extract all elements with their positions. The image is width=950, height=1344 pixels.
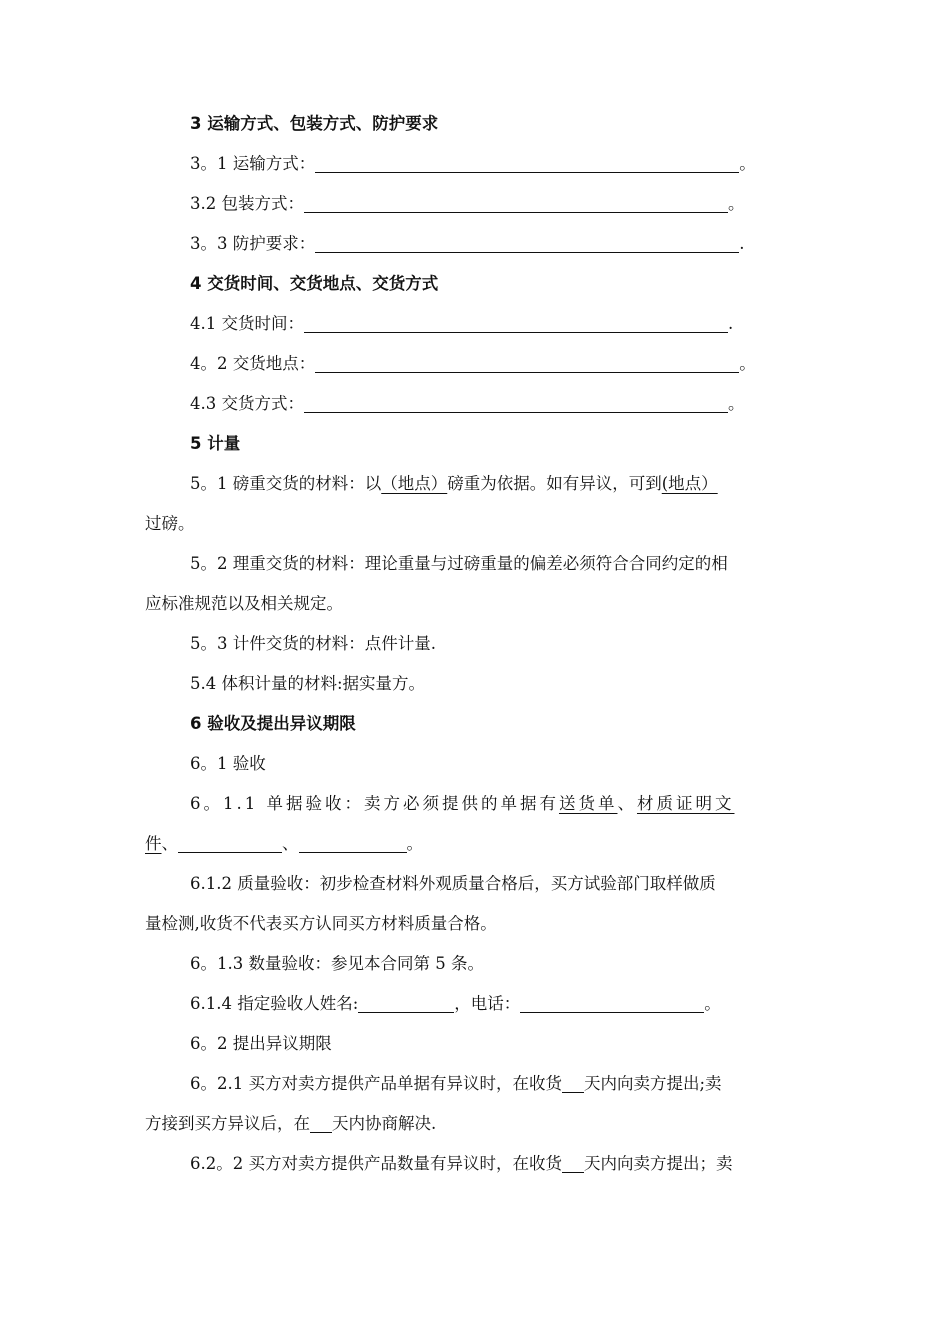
punctuation: . — [739, 234, 745, 253]
quality-acceptance-line: 6.1.2 质量验收：初步检查材料外观质量合格后，买方试验部门取样做质 — [190, 874, 716, 893]
inspector-name-field[interactable] — [358, 990, 454, 1013]
delivery-method-label: 4.3 交货方式： — [190, 394, 304, 413]
required-document: 材质证明文 — [636, 794, 735, 813]
required-document: 件 — [145, 834, 162, 853]
delivery-place-field[interactable] — [315, 350, 739, 373]
delivery-time-line — [190, 304, 733, 344]
transport-method-field[interactable] — [315, 150, 739, 173]
section-6-heading: 6 验收及提出异议期限 — [190, 714, 356, 733]
protection-line — [190, 224, 745, 264]
weigh-delivery-text: 磅重为依据。如有异议，可到 — [447, 474, 662, 493]
quantity-acceptance-line: 6。1.3 数量验收：参见本合同第 5 条。 — [190, 954, 484, 973]
quantity-objection-text: 天内向卖方提出；卖 — [583, 1154, 733, 1173]
punctuation: 。 — [739, 354, 756, 373]
subsection-6-1-heading: 6。1 验收 — [190, 754, 266, 773]
document-objection-text: 天内协商解决. — [332, 1114, 437, 1133]
days-field[interactable] — [310, 1110, 332, 1133]
punctuation: 。 — [739, 154, 756, 173]
punctuation: 。 — [704, 994, 721, 1013]
inspector-phone-field[interactable] — [520, 990, 704, 1013]
document-objection-text: 6。2.1 买方对卖方提供产品单据有异议时，在收货 — [190, 1074, 562, 1093]
delivery-time-field[interactable] — [304, 310, 728, 333]
punctuation: 、 — [282, 834, 299, 853]
document-acceptance-line — [190, 784, 734, 824]
subsection-6-2-heading: 6。2 提出异议期限 — [190, 1034, 332, 1053]
document-acceptance-text: 6。1.1 单据验收：卖方必须提供的单据有 — [190, 794, 559, 813]
section-5-heading: 5 计量 — [190, 434, 241, 453]
quantity-objection-text: 6.2。2 买方对卖方提供产品数量有异议时，在收货 — [190, 1154, 562, 1173]
document-objection-text: 天内向卖方提出;卖 — [583, 1074, 722, 1093]
delivery-method-field[interactable] — [304, 390, 728, 413]
document-objection-line-cont — [145, 1104, 436, 1144]
protection-field[interactable] — [315, 230, 739, 253]
extra-document-field[interactable] — [178, 830, 282, 853]
days-field[interactable] — [562, 1070, 584, 1093]
punctuation: . — [728, 314, 734, 333]
punctuation: 。 — [406, 834, 423, 853]
document-acceptance-line-cont — [145, 824, 423, 864]
inspector-phone-label: ，电话： — [454, 994, 521, 1013]
piece-count-line: 5。3 计件交货的材料：点件计量. — [190, 634, 436, 653]
delivery-place-label: 4。2 交货地点： — [190, 354, 316, 373]
packaging-method-label: 3.2 包装方式： — [190, 194, 304, 213]
inspector-name-label: 6.1.4 指定验收人姓名: — [190, 994, 359, 1013]
transport-method-line — [190, 144, 756, 184]
quantity-objection-line — [190, 1144, 732, 1184]
protection-label: 3。3 防护要求： — [190, 234, 316, 253]
packaging-method-line — [190, 184, 745, 224]
weigh-delivery-line-cont: 过磅。 — [145, 514, 195, 533]
required-document: 送货单 — [558, 794, 618, 813]
delivery-place-line — [190, 344, 756, 384]
delivery-time-label: 4.1 交货时间： — [190, 314, 304, 333]
packaging-method-field[interactable] — [304, 190, 728, 213]
theoretical-weight-line-cont: 应标准规范以及相关规定。 — [145, 594, 343, 613]
punctuation: 、 — [161, 834, 178, 853]
inspector-line — [190, 984, 721, 1024]
place-placeholder: （地点） — [381, 474, 448, 493]
place-placeholder: (地点） — [661, 474, 718, 493]
weigh-delivery-line — [190, 464, 718, 504]
weigh-delivery-text: 5。1 磅重交货的材料：以 — [190, 474, 382, 493]
document-objection-line — [190, 1064, 722, 1104]
days-field[interactable] — [562, 1150, 584, 1173]
delivery-method-line — [190, 384, 745, 424]
quality-acceptance-line-cont: 量检测,收货不代表买方认同买方材料质量合格。 — [145, 914, 497, 933]
transport-method-label: 3。1 运输方式： — [190, 154, 316, 173]
document-objection-text: 方接到买方异议后，在 — [145, 1114, 310, 1133]
theoretical-weight-line: 5。2 理重交货的材料：理论重量与过磅重量的偏差必须符合合同约定的相 — [190, 554, 728, 573]
extra-document-field[interactable] — [299, 830, 407, 853]
section-3-heading: 3 运输方式、包装方式、防护要求 — [190, 114, 439, 133]
punctuation: 、 — [617, 794, 637, 813]
volume-measure-line: 5.4 体积计量的材料:据实量方。 — [190, 674, 426, 693]
punctuation: 。 — [728, 394, 745, 413]
section-4-heading: 4 交货时间、交货地点、交货方式 — [190, 274, 439, 293]
punctuation: 。 — [728, 194, 745, 213]
